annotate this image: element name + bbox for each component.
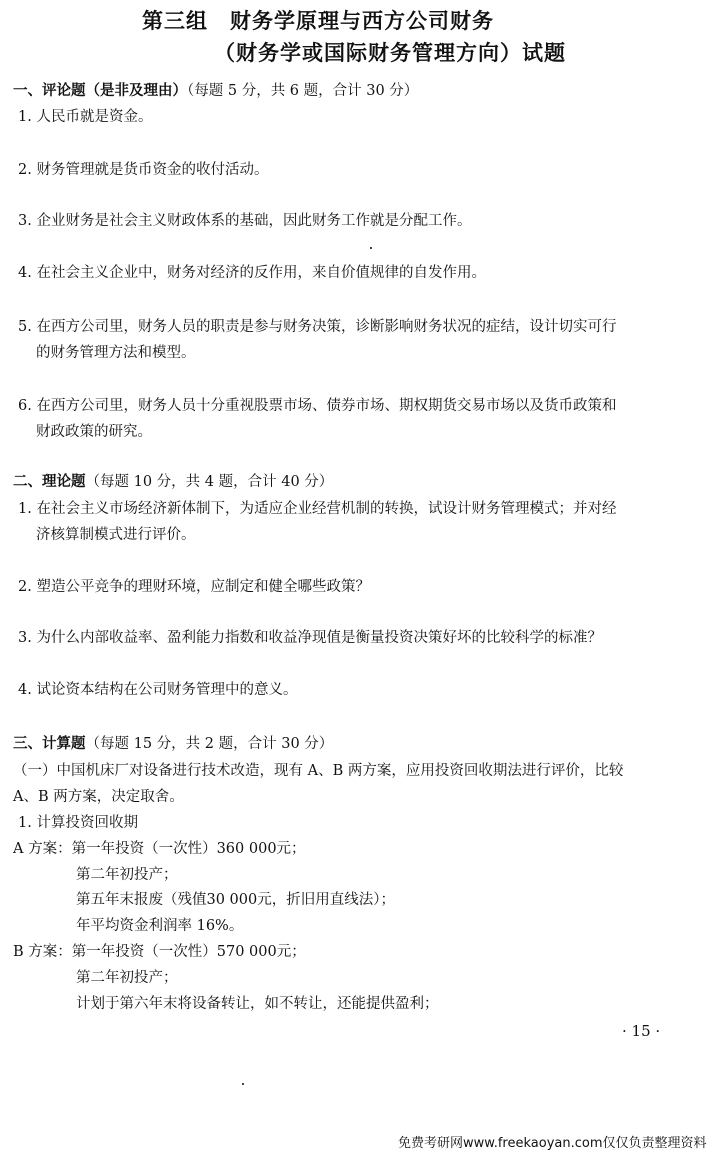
- s1-item-6: 6. 在西方公司里，财务人员十分重视股票市场、债券市场、期权期货交易市场以及货币政策和: [18, 398, 617, 414]
- s3-line-3: 1. 计算投资回收期: [18, 815, 138, 831]
- section2-note: （每题 10 分，共 4 题，合计 40 分）: [85, 474, 334, 490]
- section1-title: 一、评论题（是非及理由）: [13, 82, 187, 99]
- section2-heading: [13, 473, 333, 491]
- footer-watermark: 免费考研网www.freekaoyan.com仅仅负责整理资料: [398, 1136, 707, 1151]
- s2-item-4: 4. 试论资本结构在公司财务管理中的意义。: [18, 682, 298, 698]
- s3-line-5: 第二年初投产；: [76, 867, 178, 883]
- s1-item-6-cont: 财政政策的研究。: [36, 424, 152, 440]
- s1-item-3: 3. 企业财务是社会主义财政体系的基础，因此财务工作就是分配工作。: [18, 213, 472, 229]
- s1-item-2: 2. 财务管理就是货币资金的收付活动。: [18, 162, 269, 178]
- section1-heading: [13, 82, 418, 100]
- page-title-line2: （财务学或国际财务管理方向）试题: [214, 40, 566, 65]
- s2-item-3: 3. 为什么内部收益率、盈利能力指数和收益净现值是衡量投资决策好坏的比较科学的标准？: [18, 630, 602, 646]
- s1-item-5: 5. 在西方公司里，财务人员的职责是参与财务决策，诊断影响财务状况的症结，设计切实可行: [18, 319, 617, 335]
- s1-item-5-cont: 的财务管理方法和模型。: [36, 345, 196, 361]
- scan-speck: [370, 247, 372, 249]
- s2-item-1-cont: 济核算制模式进行评价。: [36, 527, 196, 543]
- s3-line-8: B 方案：第一年投资（一次性）570 000元；: [13, 944, 306, 960]
- s1-item-1: 1. 人民币就是资金。: [18, 109, 153, 125]
- s1-item-4: 4. 在社会主义企业中，财务对经济的反作用，来自价值规律的自发作用。: [18, 265, 486, 281]
- s2-item-2: 2. 塑造公平竞争的理财环境，应制定和健全哪些政策？: [18, 579, 370, 595]
- s3-line-4: A 方案：第一年投资（一次性）360 000元；: [13, 841, 306, 857]
- s3-line-1: （一）中国机床厂对设备进行技术改造，现有 A、B 两方案，应用投资回收期法进行评价，比较: [13, 763, 624, 779]
- section3-heading: [13, 735, 333, 753]
- s3-line-2: A、B 两方案，决定取舍。: [13, 789, 184, 805]
- s3-line-10: 计划于第六年末将设备转让，如不转让，还能提供盈利；: [76, 996, 439, 1012]
- section3-note: （每题 15 分，共 2 题，合计 30 分）: [85, 736, 334, 752]
- section2-title: 二、理论题: [13, 473, 86, 490]
- section1-note: （每题 5 分，共 6 题，合计 30 分）: [187, 83, 419, 99]
- s3-line-9: 第二年初投产；: [76, 970, 178, 986]
- s3-line-7: 年平均资金利润率 16%。: [76, 918, 244, 934]
- scan-speck: [242, 1083, 244, 1085]
- page-title-line1: 第三组 财务学原理与西方公司财务: [142, 8, 494, 33]
- page-number: · 15 ·: [622, 1022, 661, 1040]
- s3-line-6: 第五年末报废（残值30 000元，折旧用直线法）；: [76, 892, 395, 908]
- section3-title: 三、计算题: [13, 735, 86, 752]
- s2-item-1: 1. 在社会主义市场经济新体制下，为适应企业经营机制的转换，试设计财务管理模式；并对经: [18, 501, 617, 517]
